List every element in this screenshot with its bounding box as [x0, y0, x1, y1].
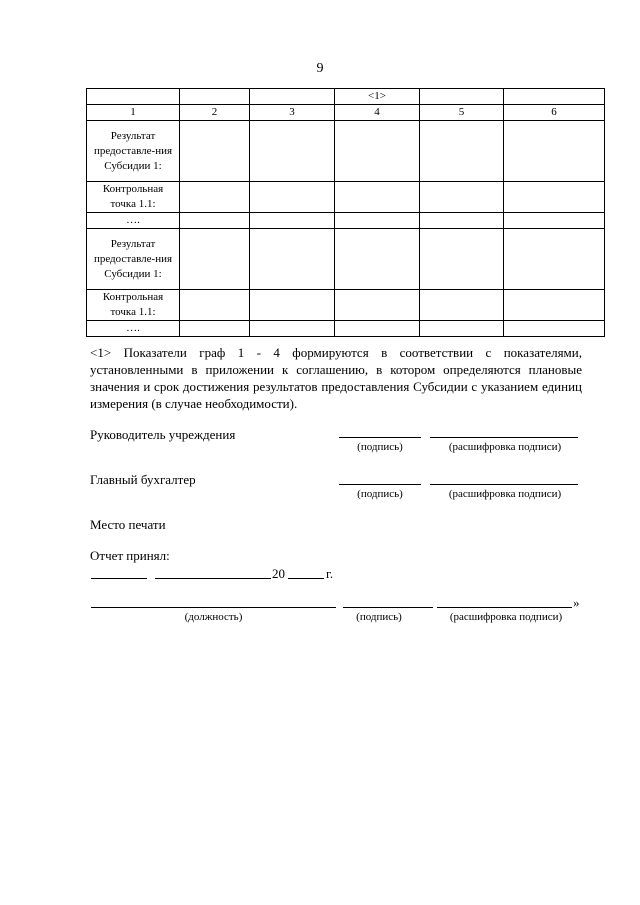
- results-table: [86, 88, 605, 337]
- group-header-cell: <1>: [335, 89, 420, 105]
- head-decoding-line: [430, 437, 578, 438]
- accepted-label: Отчет принял:: [90, 548, 170, 563]
- accepted-decoding-caption: (расшифровка подписи): [449, 611, 563, 623]
- accepted-date-month-line: [155, 578, 271, 579]
- page-number: 9: [316, 61, 324, 76]
- table-row: [87, 321, 605, 337]
- head-decoding-caption: (расшифровка подписи): [448, 441, 562, 453]
- accepted-decoding-line: [437, 607, 572, 608]
- table-row: [87, 213, 605, 229]
- row-label: Контрольная точка 1.1:: [87, 290, 180, 321]
- row-label: Результат предоставле-ния Субсидии 1:: [87, 229, 180, 290]
- table-header-group-row: [87, 89, 605, 105]
- accountant-signature-line: [339, 484, 421, 485]
- row-label: ….: [87, 321, 180, 337]
- column-number: 4: [335, 105, 420, 121]
- head-signature-caption: (подпись): [357, 441, 403, 453]
- closing-quote: »: [573, 595, 580, 610]
- accountant-label: Главный бухгалтер: [90, 472, 196, 487]
- column-number: 2: [180, 105, 250, 121]
- accepted-date-day-line: [91, 578, 147, 579]
- column-number-row: [87, 105, 605, 121]
- row-label: Результат предоставле-ния Субсидии 1:: [87, 121, 180, 182]
- position-line: [91, 607, 336, 608]
- accepted-signature-caption: (подпись): [356, 611, 402, 623]
- year-prefix: 20: [272, 566, 285, 581]
- stamp-label: Место печати: [90, 517, 166, 532]
- accountant-signature-caption: (подпись): [357, 488, 403, 500]
- column-number: 3: [250, 105, 335, 121]
- accepted-signature-line: [343, 607, 433, 608]
- table-row: [87, 229, 605, 290]
- table-row: [87, 121, 605, 182]
- column-number: 1: [87, 105, 180, 121]
- row-label: Контрольная точка 1.1:: [87, 182, 180, 213]
- column-number: 5: [420, 105, 504, 121]
- head-signature-line: [339, 437, 421, 438]
- accepted-year-line: [288, 578, 324, 579]
- footnote: <1> Показатели граф 1 - 4 формируются в соответствии с показателями, установленными в приложении к соглашению, в котором определяются плановые значения и срок достижения результатов предоставления Субсидии с указанием единиц измерения (в случае необходимости).: [90, 345, 582, 411]
- accountant-decoding-line: [430, 484, 578, 485]
- column-number: 6: [504, 105, 605, 121]
- accountant-decoding-caption: (расшифровка подписи): [448, 488, 562, 500]
- position-caption: (должность): [184, 611, 243, 623]
- year-suffix: г.: [326, 566, 334, 581]
- head-label: Руководитель учреждения: [90, 427, 236, 442]
- table-row: [87, 182, 605, 213]
- row-label: ….: [87, 213, 180, 229]
- table-row: [87, 290, 605, 321]
